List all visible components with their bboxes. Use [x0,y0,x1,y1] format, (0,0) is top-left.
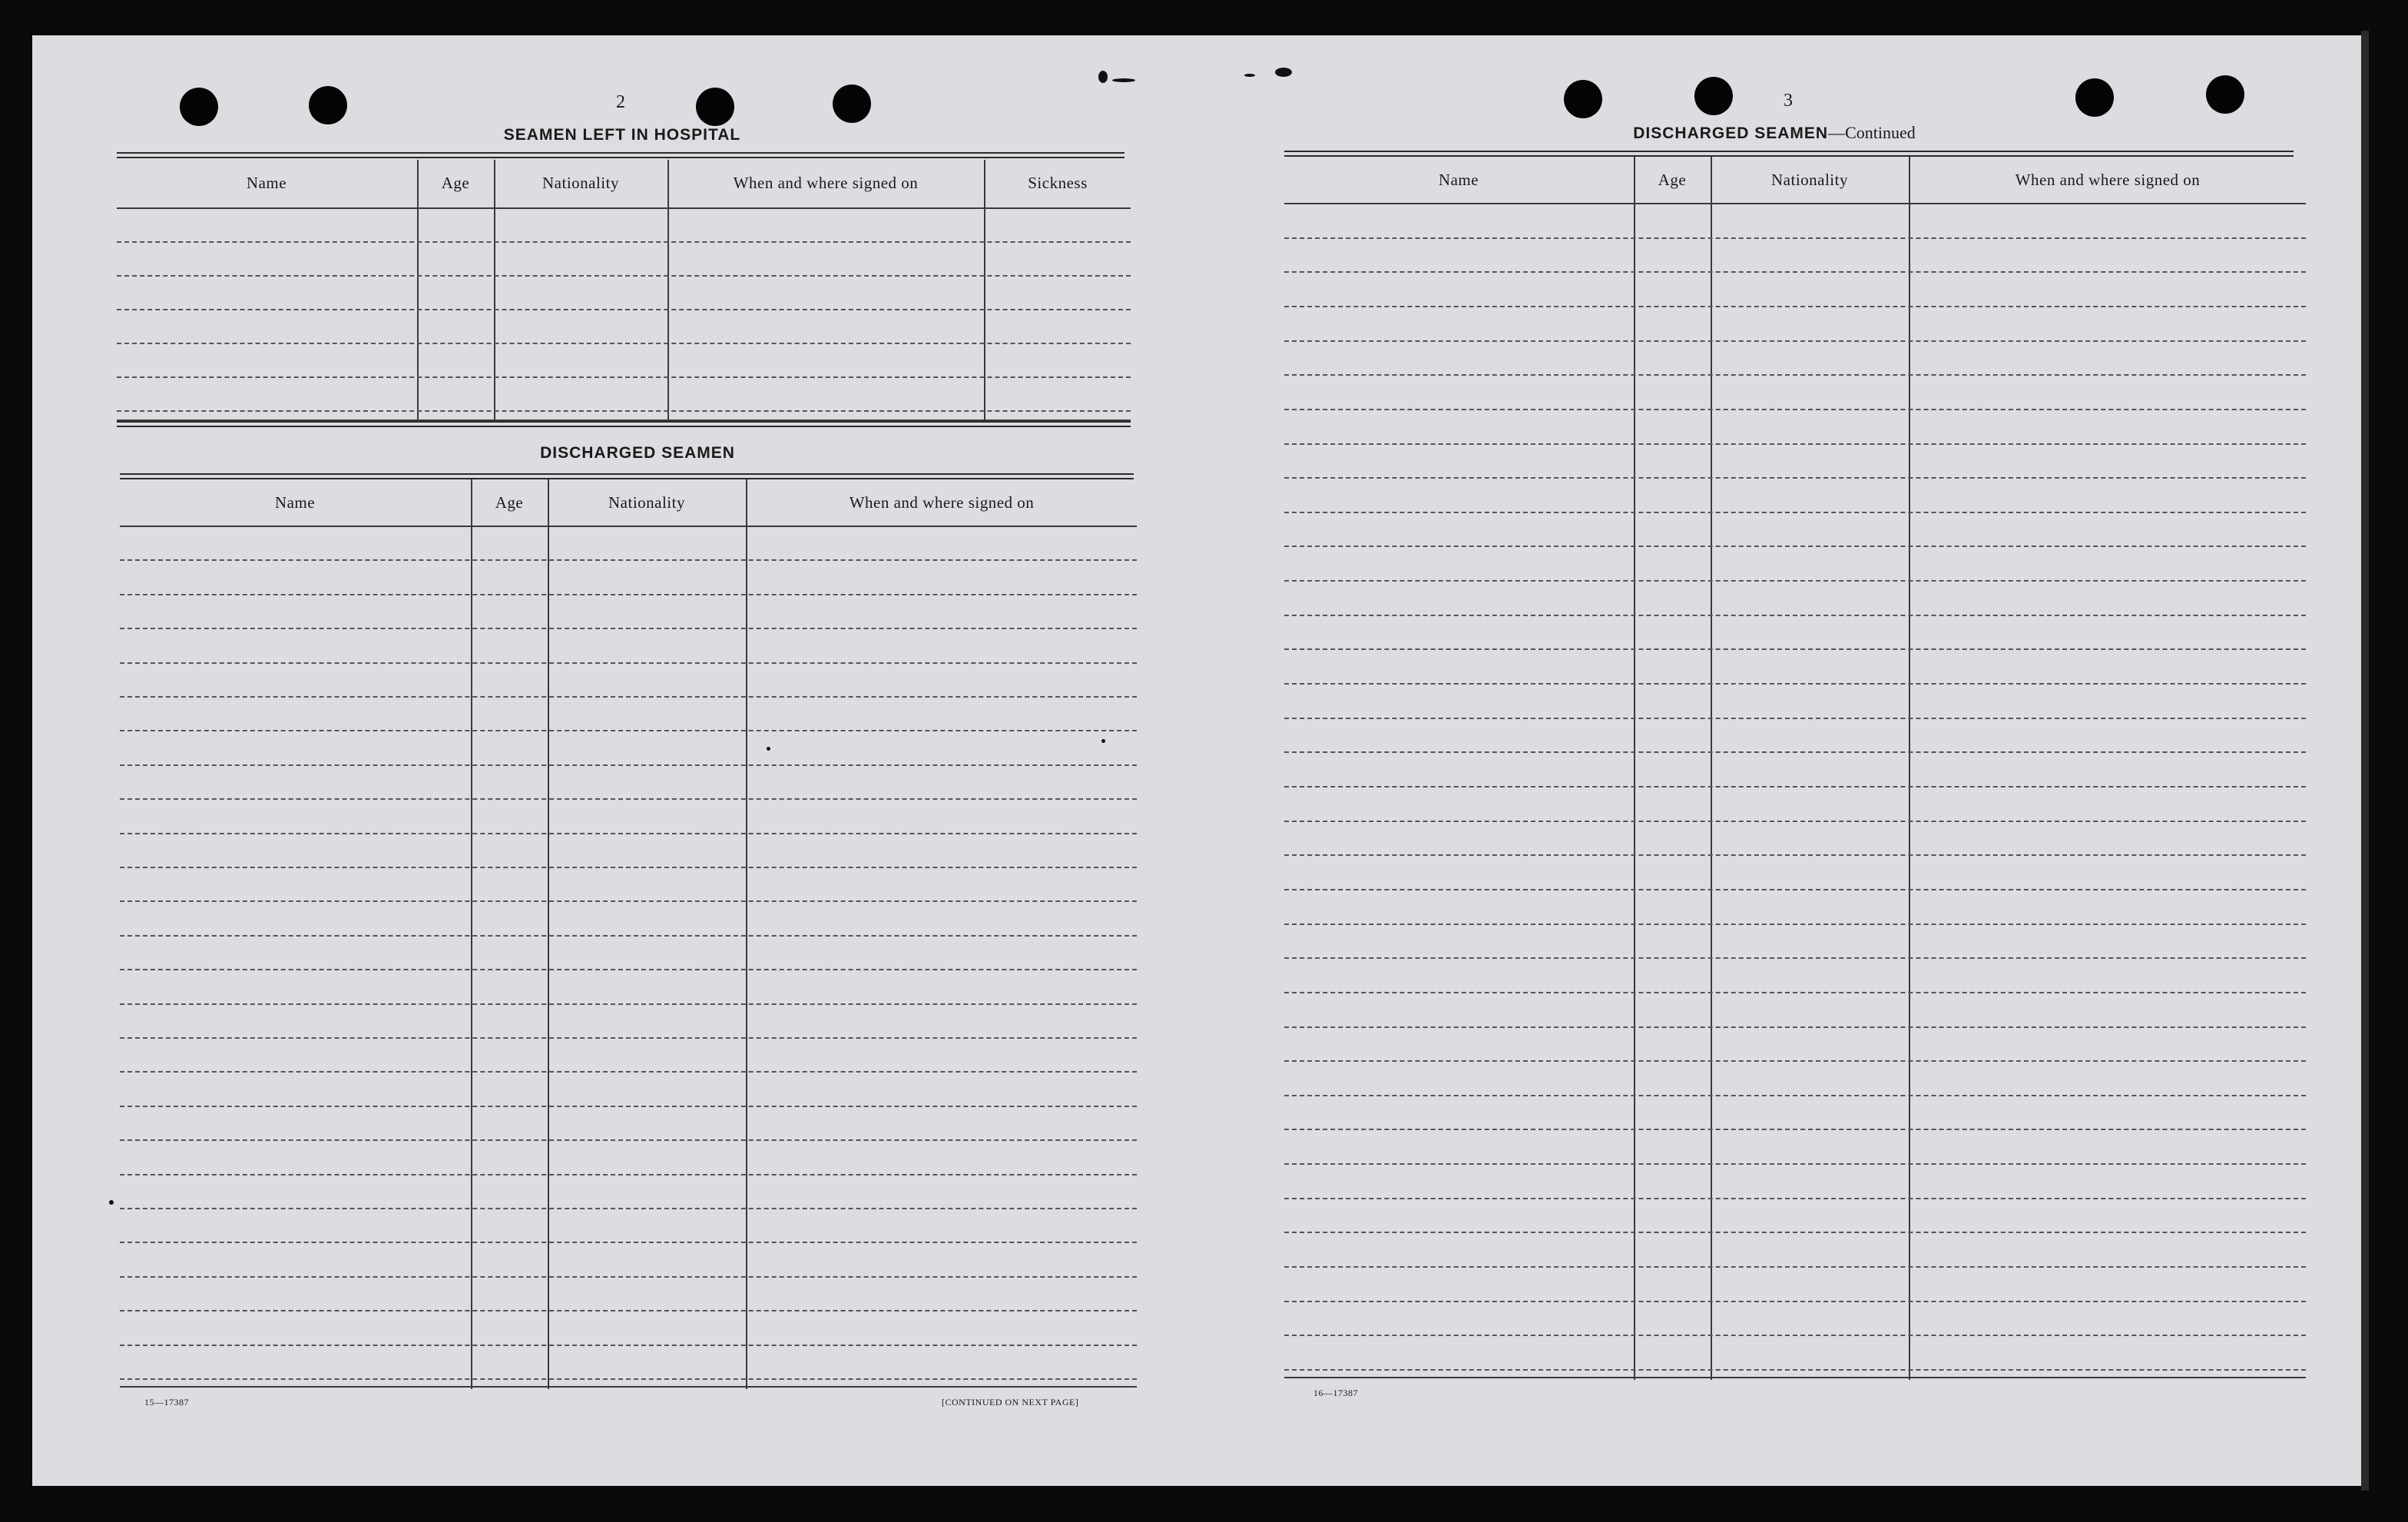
column-header-age: Age [495,492,524,512]
table-row [120,662,1137,664]
punch-hole [309,86,347,124]
table-row [117,376,1131,378]
column-header-age: Age [1658,170,1687,189]
ink-mark [767,747,770,751]
table-row [120,1208,1137,1209]
table-row [120,867,1137,868]
table-row [1284,821,2306,822]
ink-mark [1275,68,1292,77]
table-row [1284,648,2306,650]
table-row [1284,1232,2306,1233]
table-row [1284,477,2306,479]
column-header-nationality: Nationality [608,492,685,512]
ink-mark [1112,78,1135,82]
table-row [1284,1129,2306,1130]
table-row [120,798,1137,800]
hospital-section-title: SEAMEN LEFT IN HOSPITAL [503,126,741,144]
page-number: 3 [1784,91,1793,111]
table-row [120,764,1137,766]
table-row [1284,580,2306,582]
punch-hole [2206,75,2244,114]
table-row [120,1139,1137,1141]
table-row [117,410,1131,412]
column-header-nationality: Nationality [542,173,619,192]
table-row [1284,1060,2306,1062]
table-row [120,935,1137,937]
column-header-age: Age [441,173,470,192]
table-row [1284,992,2306,993]
table-row [1284,237,2306,239]
table-row [1284,1095,2306,1096]
discharged-continued-title [1582,123,1966,143]
table-row [117,309,1131,310]
ink-mark [1098,71,1108,83]
table-row [1284,786,2306,788]
column-header-name: Name [274,492,316,512]
table-row [1284,854,2306,856]
punch-hole [1694,77,1733,115]
table-row [1284,545,2306,547]
table-row [120,1242,1137,1243]
table-row [120,696,1137,698]
punch-hole [2075,78,2114,117]
title-rule [120,473,1134,475]
table-row [1284,1163,2306,1165]
table-row [1284,957,2306,959]
table-row [1284,923,2306,925]
table-row [1284,1301,2306,1302]
table-row [1284,271,2306,273]
table-row [120,900,1137,902]
table-row [1284,1026,2306,1028]
table-row [120,1276,1137,1278]
table-row [120,1003,1137,1005]
table-row [1284,409,2306,410]
table-row [120,1106,1137,1107]
table-row [120,1174,1137,1175]
table-row [1284,443,2306,445]
table-row [120,1378,1137,1380]
table-row [1284,751,2306,753]
table-row [120,969,1137,970]
table-row [120,833,1137,834]
table-row [1284,1335,2306,1336]
table-row [1284,683,2306,685]
column-header-name: Name [1438,170,1479,189]
table-row [120,1037,1137,1039]
punch-hole [696,88,734,126]
ink-mark [1101,739,1105,743]
table-row [1284,374,2306,376]
table-row [1284,306,2306,307]
column-header-signed-on: When and where signed on [2015,170,2201,189]
punch-hole [833,85,871,123]
title-rule [117,152,1125,154]
table-row [1284,889,2306,890]
form-number: 16—17387 [1313,1388,1358,1398]
table-row [120,1345,1137,1346]
table-row [1284,1266,2306,1268]
table-row [117,275,1131,277]
table-row [1284,340,2306,342]
table-row [1284,615,2306,616]
punch-hole [180,88,218,126]
table-row [120,1310,1137,1311]
discharged-continued-table [1284,157,2306,1380]
table-row [120,559,1137,561]
column-header-signed-on: When and where signed on [733,173,919,192]
table-row [1284,1198,2306,1199]
title-main: DISCHARGED SEAMEN [1633,124,1829,142]
table-row [1284,512,2306,513]
column-header-name: Name [246,173,287,192]
title-continued: —Continued [1828,123,1916,142]
continued-note: [CONTINUED ON NEXT PAGE] [942,1397,1079,1408]
title-rule [1284,151,2294,152]
table-row [120,1071,1137,1073]
ink-mark [1244,74,1255,77]
punch-hole [1564,80,1602,118]
table-row [117,343,1131,344]
table-row [117,241,1131,243]
table-row [1284,1369,2306,1371]
scan-border [2361,31,2369,1490]
table-row [1284,718,2306,719]
table-row [120,628,1137,629]
discharged-section-title: DISCHARGED SEAMEN [540,444,735,462]
form-number: 15—17387 [144,1397,189,1408]
column-header-nationality: Nationality [1771,170,1848,189]
page-number: 2 [616,92,625,112]
table-row [120,594,1137,595]
hospital-table [117,160,1131,421]
discharged-table [120,479,1137,1389]
table-row [120,730,1137,731]
ink-mark [109,1200,114,1205]
column-header-sickness: Sickness [1028,173,1088,192]
section-rule [117,421,1131,423]
column-header-signed-on: When and where signed on [849,492,1035,512]
